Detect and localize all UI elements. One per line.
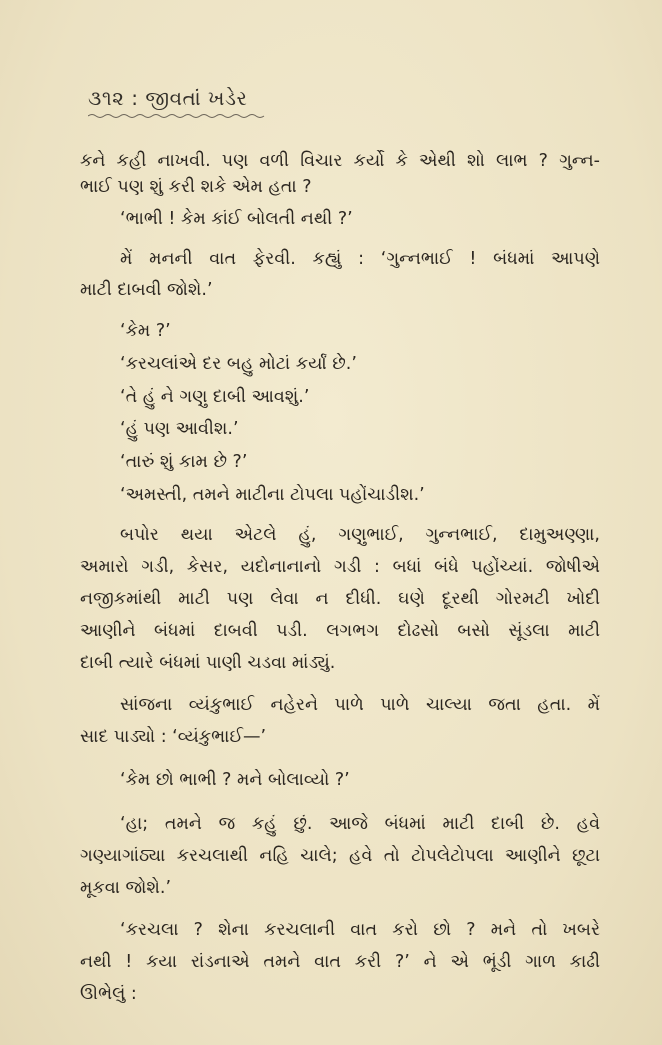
text-line: ‘કરચલા ? શેના કરચલાની વાત કરો છો ? મને તો ખબરે — [120, 920, 600, 940]
paragraph-8 — [120, 449, 600, 475]
text-line: ‘તે હું ને ગણુ દાબી આવશું.’ — [120, 387, 310, 407]
header-separator: : — [131, 86, 139, 110]
header-wavy-rule — [88, 113, 266, 119]
paragraph-12 — [120, 767, 600, 793]
text-line: ‘હું પણ આવીશ.’ — [120, 419, 239, 439]
paragraph-3 — [120, 246, 600, 272]
text-line: ‘અમસ્તી, તમને માટીના ટોપલા પહોંચાડીશ.’ — [120, 485, 425, 505]
paragraph-14-cont — [80, 949, 600, 1007]
paragraph-7 — [120, 416, 600, 442]
text-line: માટી દાબવી જોશે.’ — [80, 280, 213, 300]
text-line: બપોર થયા એટલે હું, ગણુભાઈ, ગુન્નભાઈ, દામુઅણ્ણા, — [120, 525, 600, 545]
text-line: સાંજના વ્યંકુભાઈ નહેરને પાળે પાળે ચાલ્યા જતા હતા. મેં — [120, 695, 600, 715]
paragraph-6 — [120, 384, 600, 410]
text-line: ગણ્યાગાંઠ્યા કરચલાથી નહિ ચાલે; હવે તો ટોપલેટોપલા આણીને છૂટા — [80, 846, 600, 866]
text-line: ભાઈ પણ શું કરી શકે એમ હતા ? — [80, 177, 312, 197]
paragraph-10 — [120, 522, 600, 548]
paragraph-14 — [120, 917, 600, 943]
text-line: નથી ! કયા રાંડનાએ તમને વાત કરી ?’ ને એ ભૂંડી ગાળ કાઢી — [80, 952, 600, 972]
text-line: કને કહી નાખવી. પણ વળી વિચાર કર્યો કે એથી શો લાભ ? ગુન્ન- — [80, 151, 600, 171]
text-line: આણીને બંધમાં દાબવી પડી. લગભગ દોઢસો બસો સૂંડલા માટી — [80, 621, 600, 641]
text-line: મૂકવા જોશે.’ — [80, 878, 172, 898]
text-line: ‘ભાભી ! કેમ કાંઈ બોલતી નથી ?’ — [120, 209, 353, 229]
paragraph-13-cont — [80, 843, 600, 901]
paragraph-9 — [120, 482, 600, 508]
text-line: અમારો ગડી, કેસર, યદોનાનાનો ગડી : બધાં બંધે પહોંચ્યાં. જોષીએ — [80, 557, 600, 577]
text-line: ‘કરચલાંએ દર બહુ મોટાં કર્યાં છે.’ — [120, 354, 357, 374]
paragraph-10-cont — [80, 554, 600, 676]
paragraph-13 — [120, 811, 600, 837]
paragraph-1 — [80, 148, 600, 200]
paragraph-4 — [120, 318, 600, 344]
paragraph-5 — [120, 351, 600, 377]
running-header — [88, 86, 247, 110]
text-line: ‘કેમ છો ભાભી ? મને બોલાવ્યો ?’ — [120, 770, 350, 790]
text-line: દાબી ત્યારે બંધમાં પાણી ચડવા માંડ્યું. — [80, 653, 336, 673]
paragraph-2 — [120, 206, 600, 232]
paragraph-3-cont — [80, 277, 600, 303]
page-number: ૩૧૨ — [88, 86, 125, 110]
paragraph-11 — [120, 692, 600, 718]
text-line: ‘કેમ ?’ — [120, 321, 171, 341]
text-line: ઊભેલું : — [80, 984, 137, 1004]
text-line: નજીકમાંથી માટી પણ લેવા ન દીધી. ઘણે દૂરથી ગોરમટી ખોદી — [80, 589, 600, 609]
text-line: ‘તારું શું કામ છે ?’ — [120, 452, 248, 472]
text-line: મેં મનની વાત ફેરવી. કહ્યું : ‘ગુન્નભાઈ ! બંધમાં આપણે — [120, 249, 600, 269]
text-line: ‘હા; તમને જ કહું છું. આજે બંધમાં માટી દાબી છે. હવે — [120, 814, 600, 834]
text-line: સાદ પાડ્યો : ‘વ્યંકુભાઈ—’ — [80, 727, 267, 747]
chapter-title: જીવતાં ખડેર — [145, 86, 248, 110]
paragraph-11-cont — [80, 724, 600, 750]
